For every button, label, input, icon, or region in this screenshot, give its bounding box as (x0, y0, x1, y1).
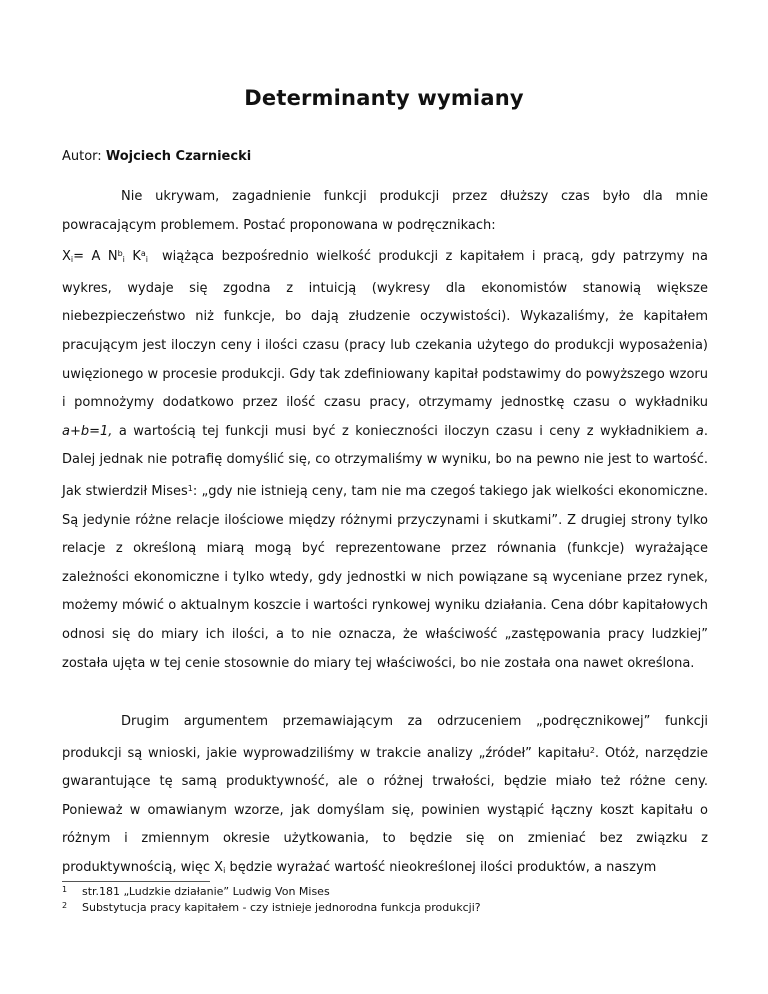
paragraph-1 (62, 183, 708, 678)
p2-text-3: będzie wyrażać wartość nieokreślonej ilości produktów, a naszym (229, 859, 657, 875)
formula: $X_i= A$ $N^b_i$ $K^a_i$ (62, 249, 148, 265)
footnote-ref-2[interactable]: 2 (589, 745, 595, 755)
p1-text-2: wiążąca bezpośrednio wielkość produkcji z kapitałem i pracą, gdy patrzymy na wykres, wydaje się zgodna z intuicją (wykresy dla ekonomistów stanowią większe niebezpieczeństwo niż funkcje, bo dają złudzenie oczywistości). Wykazaliśmy, że kapitałem pracującym jest iloczyn ceny i ilości czasu (pracy lub czekania użytego do produkcji wyposażenia) uwięzionego w procesie produkcji. Gdy tak zdefiniowany kapitał podstawimy do powyższego wzoru i pomnożymy dodatkowo przez ilość czasu pracy, otrzymamy jednostkę czasu o wykładniku (62, 249, 708, 411)
p1-italic-1: a+b=1, (62, 423, 113, 439)
footnote-1: 1 str.181 „Ludzkie działanie” Ludwig Von Mises (62, 885, 330, 898)
footnote-separator (62, 881, 210, 882)
footnote-2: 2 Substytucja pracy kapitałem - czy istnieje jednorodna funkcja produkcji? (62, 901, 481, 914)
p1-text-5: : „gdy nie istnieją ceny, tam nie ma czegoś takiego jak wielkości ekonomiczne. Są jedynie różne relacje ilościowe między różnymi przyczynami i skutkami”. Z drugiej strony tylko relacje z określoną miarą mogą być reprezentowane przez równania (funkcje) wyrażające zależności ekonomiczne i tylko wtedy, gdy jednostki w nich powiązane są wyceniane przez rynek, możemy mówić o aktualnym koszcie i wartości rynkowej wyniku działania. Cena dóbr kapitałowych odnosi się do miary ich ilości, a to nie oznacza, że właściwość „zastępowania pracy ludzkiej” została ujęta w tej cenie stosownie do miary tej właściwości, bo nie została ona nawet określona. (62, 483, 708, 671)
footnotes (62, 883, 481, 915)
p2-sub-i: i (223, 865, 226, 875)
author-line (62, 149, 251, 164)
document-title: Determinanty wymiany (244, 86, 524, 110)
author-label: Autor: (62, 149, 102, 164)
p2-text-1: Drugim argumentem przemawiającym za odrzuceniem „podręcznikowej” funkcji produkcji są wnioski, jakie wyprowadziliśmy w trakcie analizy „źródeł” kapitału (62, 714, 708, 761)
footnote-ref-1[interactable]: 1 (187, 483, 193, 493)
p1-text-4: . Dalej jednak nie potrafię domyślić się, co otrzymaliśmy w wyniku, bo na pewno nie jest to wartość. Jak stwierdził Mises (62, 423, 709, 499)
p2-text-2: . Otóż, narzędzie gwarantujące tę samą produktywność, ale o różnej trwałości, będzie miało też różne ceny. Ponieważ w omawianym wzorze, jak domyślam się, powinien wystąpić łączny koszt kapitału o różnym i zmiennym okresie użytkowania, to będzie się on zmieniać bez związku z produktywnością, więc X (62, 745, 708, 875)
p1-italic-2: a (695, 423, 704, 439)
p1-text-1: Nie ukrywam, zagadnienie funkcji produkcji przez dłuższy czas było dla mnie powracającym problemem. Postać proponowana w podręcznikach: (62, 189, 708, 233)
author-name: Wojciech Czarniecki (105, 149, 252, 164)
paragraph-2 (62, 708, 708, 886)
p1-text-3: a wartością tej funkcji musi być z konieczności iloczyn czasu i ceny z wykładnikiem (118, 423, 690, 439)
